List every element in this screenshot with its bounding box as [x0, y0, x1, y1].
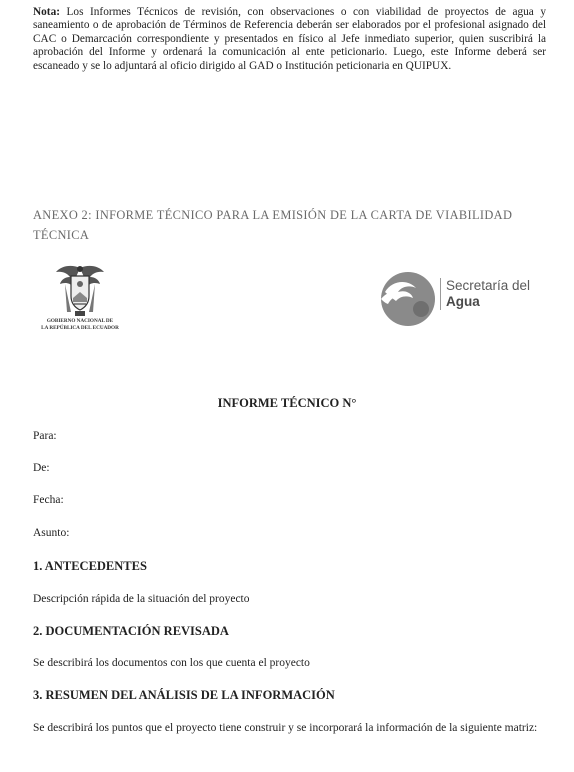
section-antecedentes-text: Descripción rápida de la situación del proyecto: [33, 593, 250, 605]
section-documentacion-text: Se describirá los documentos con los que cuenta el proyecto: [33, 657, 310, 669]
secretaria-line2: Agua: [446, 294, 480, 309]
annex-title: ANEXO 2: INFORME TÉCNICO PARA LA EMISIÓN DE LA CARTA DE VIABILIDAD TÉCNICA: [33, 208, 513, 242]
government-logo: [30, 262, 130, 340]
field-de: De:: [33, 462, 50, 474]
government-caption: [30, 318, 130, 331]
secretaria-text: [440, 278, 530, 310]
note-label: Nota:: [33, 6, 60, 18]
note-paragraph: [33, 6, 546, 73]
coat-of-arms-icon: [53, 262, 107, 318]
section-resumen-text: Se describirá los puntos que el proyecto tiene construir y se incorporará la información de la siguiente matriz:: [33, 722, 538, 734]
secretaria-del-agua-logo: [378, 268, 548, 330]
water-drop-icon: [378, 268, 438, 328]
section-documentacion-heading: 2. DOCUMENTACIÓN REVISADA: [33, 624, 229, 638]
report-title: INFORME TÉCNICO N°: [217, 396, 357, 410]
government-caption-line1: GOBIERNO NACIONAL DE: [46, 318, 114, 324]
section-resumen-heading: 3. RESUMEN DEL ANÁLISIS DE LA INFORMACIÓN: [33, 688, 335, 702]
secretaria-line1: Secretaría del: [446, 278, 531, 293]
section-antecedentes-heading: 1. ANTECEDENTES: [33, 559, 147, 573]
field-asunto: Asunto:: [33, 527, 70, 539]
field-para: Para:: [33, 430, 57, 442]
government-caption-line2: LA REPÚBLICA DEL ECUADOR: [41, 324, 119, 331]
field-fecha: Fecha:: [33, 494, 64, 506]
note-text: Los Informes Técnicos de revisión, con observaciones o con viabilidad de proyectos de agua y saneamiento o de aprobación de Términos de Referencia deberán ser elaborados por el profesional asignado del CAC o Demarcación correspondiente y presentados en físico al Jefe inmediato superior, quien suscribirá la aprobación del Informe y ordenará la comunicación al ente peticionario. Luego, este Informe deberá ser escaneado y se lo adjuntará al oficio dirigido al GAD o Institución peticionaria en QUIPUX.: [33, 6, 546, 72]
